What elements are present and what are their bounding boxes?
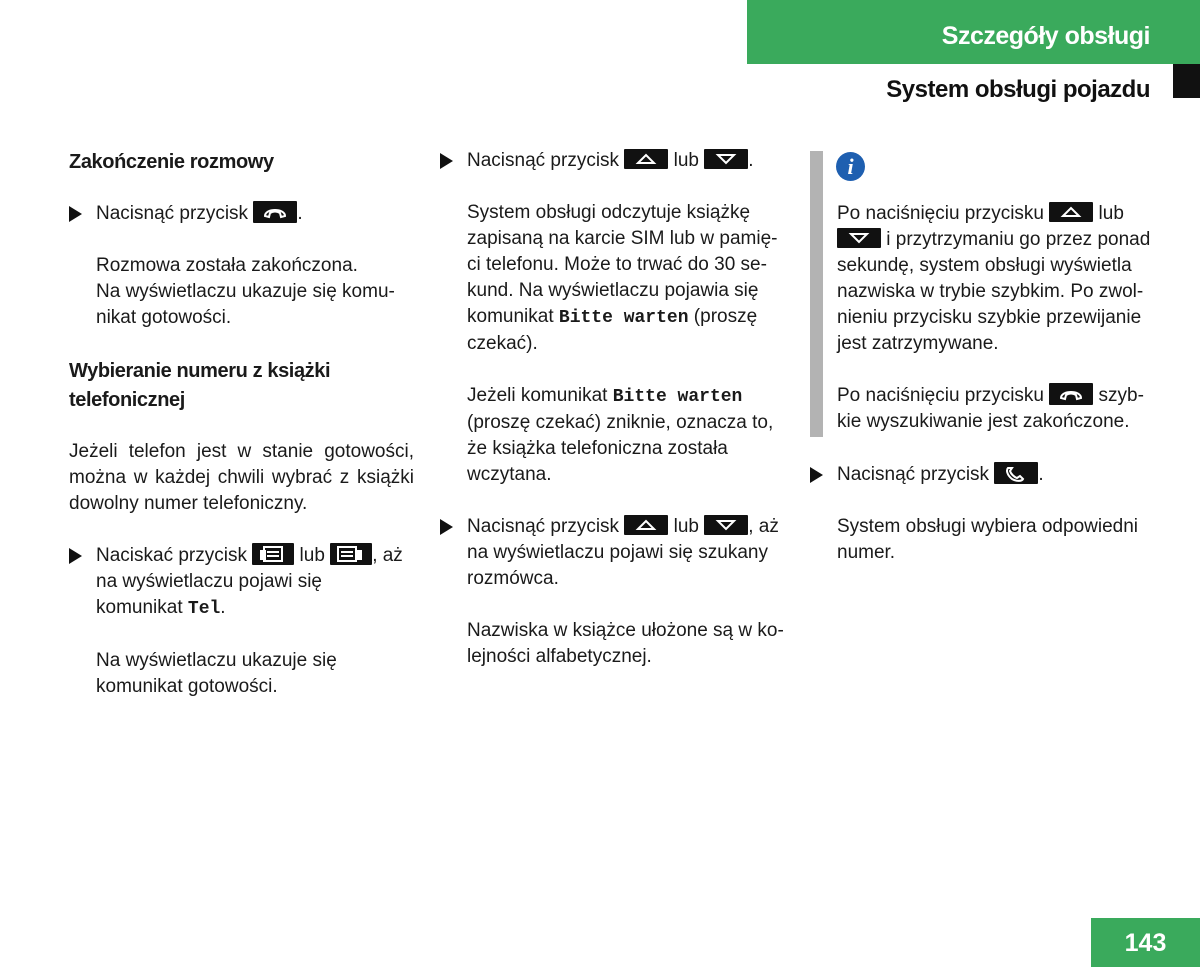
end-call-result: Rozmowa została zakończona. Na wyświetlaczu ukazuje się komu- nikat gotowości. xyxy=(96,255,395,328)
hang-up-icon xyxy=(253,201,297,223)
display-message-tel: Tel xyxy=(187,599,221,619)
step-select-tel: Naciskać przycisk lub , aż na wyświetlaczu pojawi się komunikat Tel. xyxy=(69,543,414,622)
step-end-call: Nacisnąć przycisk . xyxy=(69,201,414,227)
phonebook-intro: Jeżeli telefon jest w stanie gotowości, można w każdej chwili wybrać z książki dowolny numer telefoniczny. xyxy=(69,441,414,514)
heading-end-call: Zakończenie rozmowy xyxy=(69,151,274,173)
arrow-up-icon xyxy=(1049,202,1093,222)
bullet-arrow-icon xyxy=(810,467,823,483)
bullet-arrow-icon xyxy=(69,548,82,564)
step-dial-number: Nacisnąć przycisk . xyxy=(810,462,1155,488)
display-message-bitte-warten: Bitte warten xyxy=(612,387,743,407)
call-icon xyxy=(994,462,1038,484)
page-number: 143 xyxy=(1124,929,1167,957)
ready-message: Na wyświetlaczu ukazuje się komunikat gotowości. xyxy=(96,650,337,697)
arrow-down-icon xyxy=(837,228,881,248)
bullet-arrow-icon xyxy=(440,519,453,535)
page-subtitle: System obsługi pojazdu xyxy=(886,76,1150,103)
arrow-down-icon xyxy=(704,515,748,535)
bullet-arrow-icon xyxy=(69,206,82,222)
column-2 xyxy=(440,148,785,670)
alphabetical-order-info: Nazwiska w książce ułożone są w ko- lejności alfabetycznej. xyxy=(467,620,784,667)
info-box-bar xyxy=(810,151,823,437)
section-banner xyxy=(747,0,1200,64)
hang-up-icon xyxy=(1049,383,1093,405)
arrow-down-icon xyxy=(704,149,748,169)
step-load-phonebook: Nacisnąć przycisk lub . xyxy=(440,148,785,174)
column-1 xyxy=(69,148,414,700)
column-3 xyxy=(810,462,1155,566)
thumb-tab-marker xyxy=(1173,64,1200,98)
arrow-up-icon xyxy=(624,149,668,169)
dial-result: System obsługi wybiera odpowiedni numer. xyxy=(837,516,1138,563)
page-number-box xyxy=(1091,918,1200,967)
bullet-arrow-icon xyxy=(440,153,453,169)
info-icon: i xyxy=(836,152,865,181)
info-box-text: Po naciśnięciu przycisku lub i przytrzymaniu go przez ponad sekundę, system obsługi wyświetla nazwiska w trybie szybkim. Po zwol- nieniu przycisku szybkie przewijanie jest zatrzymywane. Po naciśnięciu przycisku szyb- kie wyszukiwanie jest zakończone. xyxy=(837,203,1151,432)
phonebook-loaded-info: Jeżeli komunikat Bitte warten (proszę czekać) zniknie, oznacza to, że książka telefoniczna została wczytana. xyxy=(467,385,774,485)
nav-next-icon xyxy=(330,543,372,565)
display-message-bitte-warten: Bitte warten xyxy=(558,308,689,328)
arrow-up-icon xyxy=(624,515,668,535)
phonebook-loading-info: System obsługi odczytuje książkę zapisaną na karcie SIM lub w pamię- ci telefonu. Może to trwać do 30 se- kund. Na wyświetlaczu pojawia się komunikat Bitte warten (proszę czekać). xyxy=(467,202,778,354)
nav-prev-icon xyxy=(252,543,294,565)
section-title: Szczegóły obsługi xyxy=(941,22,1150,50)
step-scroll-contacts: Nacisnąć przycisk lub , aż na wyświetlaczu pojawi się szukany rozmówca. xyxy=(440,514,785,592)
heading-dial-from-phonebook: Wybieranie numeru z książki telefonicznej xyxy=(69,360,331,411)
